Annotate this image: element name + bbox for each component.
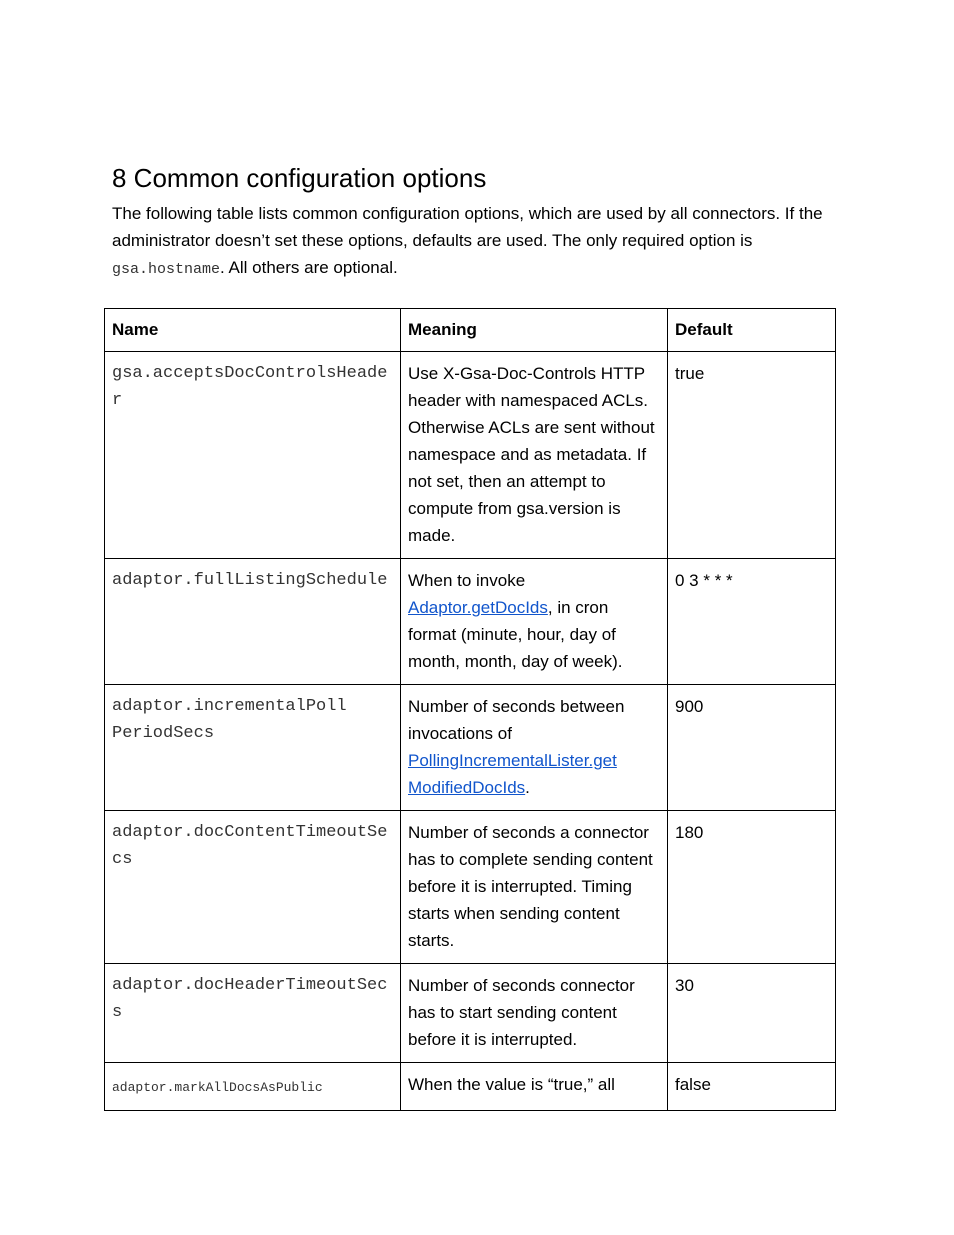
meaning-text: Number of seconds between invocations of [408, 697, 625, 743]
option-default: 900 [668, 685, 836, 811]
option-meaning [401, 685, 668, 811]
meaning-text: . [525, 778, 530, 797]
option-name: adaptor.docContentTimeoutSecs [105, 811, 401, 964]
option-default: true [668, 352, 836, 559]
intro-text-2: . All others are optional. [220, 258, 398, 277]
adaptor-getdocids-link[interactable]: Adaptor.getDocIds [408, 598, 548, 617]
option-name: adaptor.docHeaderTimeoutSecs [105, 964, 401, 1063]
intro-text-1: The following table lists common configuration options, which are used by all connectors. If the administrator doesn’t set these options, defaults are used. The only required option is [112, 204, 823, 250]
option-name-line: PeriodSecs [112, 724, 215, 743]
option-default: 30 [668, 964, 836, 1063]
option-meaning: Number of seconds a connector has to complete sending content before it is interrupted. Timing starts when sending content starts. [401, 811, 668, 964]
table-row [105, 964, 836, 1063]
config-options-table [104, 308, 836, 1111]
option-meaning: Number of seconds connector has to start sending content before it is interrupted. [401, 964, 668, 1063]
meaning-text: When to invoke [408, 571, 526, 590]
option-name [105, 685, 401, 811]
table-header-row [105, 309, 836, 352]
intro-paragraph [112, 200, 847, 283]
header-meaning: Meaning [401, 309, 668, 352]
option-meaning: Use X-Gsa-Doc-Controls HTTP header with namespaced ACLs. Otherwise ACLs are sent without namespace and as metadata. If not set, then an attempt to compute from gsa.version is made. [401, 352, 668, 559]
link-line: PollingIncrementalLister.get [408, 751, 617, 770]
option-name: adaptor.fullListingSchedule [105, 559, 401, 685]
option-name: gsa.acceptsDocControlsHeader [105, 352, 401, 559]
header-default: Default [668, 309, 836, 352]
header-name: Name [105, 309, 401, 352]
link-line: ModifiedDocIds [408, 778, 526, 797]
meaning-text: , in cron format (minute, hour, day of month, month, day of week). [408, 598, 623, 671]
section-heading: 8 Common configuration options [112, 163, 487, 193]
table-row [105, 559, 836, 685]
table-row [105, 1063, 836, 1111]
page-content [112, 160, 852, 283]
option-name: adaptor.markAllDocsAsPublic [105, 1063, 401, 1111]
option-default: 180 [668, 811, 836, 964]
table-row [105, 685, 836, 811]
polling-lister-link[interactable] [408, 751, 617, 797]
option-name-line: adaptor.incrementalPoll [112, 697, 347, 716]
table-row [105, 811, 836, 964]
option-meaning [401, 559, 668, 685]
option-meaning: When the value is “true,” all [401, 1063, 668, 1111]
option-default: false [668, 1063, 836, 1111]
table-row [105, 352, 836, 559]
intro-code-hostname: gsa.hostname [112, 261, 221, 278]
option-default: 0 3 * * * [668, 559, 836, 685]
